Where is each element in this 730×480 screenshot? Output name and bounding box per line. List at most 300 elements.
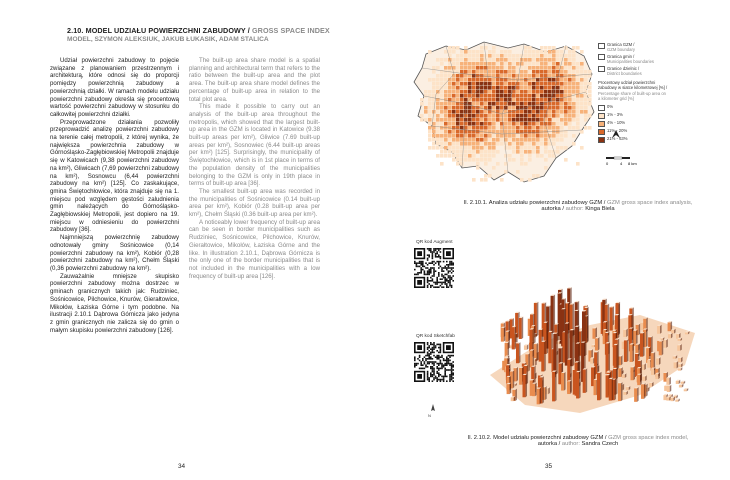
- grid-cell: [456, 138, 460, 142]
- legend-label: Granica gmin /: [607, 53, 635, 59]
- qr-module: [432, 344, 434, 346]
- grid-cell: [476, 110, 480, 114]
- grid-cell: [572, 134, 576, 138]
- grid-cell: [440, 150, 444, 154]
- grid-cell: [524, 50, 528, 54]
- grid-cell: [532, 74, 536, 78]
- qr-module: [451, 363, 453, 365]
- grid-cell: [468, 110, 472, 114]
- qr-module: [416, 364, 418, 366]
- grid-cell: [588, 98, 592, 102]
- grid-cell: [508, 118, 512, 122]
- grid-cell: [524, 110, 528, 114]
- legend-swatch: [598, 43, 605, 49]
- qr-module: [414, 366, 416, 368]
- grid-cell: [524, 150, 528, 154]
- qr-module: [433, 269, 435, 271]
- grid-cell: [448, 150, 452, 154]
- caption-author: Kinga Biela: [583, 206, 615, 212]
- grid-cell: [544, 82, 548, 86]
- grid-cell: [536, 90, 540, 94]
- qr-module: [438, 356, 440, 358]
- grid-cell: [516, 66, 520, 70]
- grid-cell: [500, 114, 504, 118]
- grid-cell: [532, 138, 536, 142]
- legend-heading: [598, 80, 668, 101]
- grid-cell: [512, 130, 516, 134]
- grid-cell: [516, 62, 520, 66]
- grid-cell: [488, 126, 492, 130]
- grid-cell: [440, 110, 444, 114]
- grid-cell: [548, 154, 552, 158]
- qr-module: [440, 348, 442, 350]
- grid-cell: [440, 126, 444, 130]
- grid-cell: [428, 118, 432, 122]
- grid-cell: [576, 102, 580, 106]
- grid-cell: [480, 54, 484, 58]
- qr-module: [427, 274, 429, 276]
- grid-cell: [548, 118, 552, 122]
- grid-cell: [544, 66, 548, 70]
- grid-cell: [568, 118, 572, 122]
- grid-cell: [464, 134, 468, 138]
- grid-cell: [496, 98, 500, 102]
- grid-cell: [536, 146, 540, 150]
- qr-module: [441, 278, 443, 280]
- qr-module: [428, 250, 430, 252]
- qr-module: [428, 361, 430, 363]
- grid-cell: [508, 106, 512, 110]
- grid-cell: [460, 90, 464, 94]
- grid-cell: [476, 58, 480, 62]
- grid-cell: [528, 122, 532, 126]
- grid-cell: [508, 154, 512, 158]
- grid-cell: [460, 74, 464, 78]
- grid-cell: [444, 118, 448, 122]
- grid-cell: [484, 126, 488, 130]
- grid-cell: [524, 146, 528, 150]
- grid-cell: [512, 138, 516, 142]
- grid-cell: [464, 62, 468, 66]
- grid-cell: [516, 126, 520, 130]
- grid-cell: [480, 78, 484, 82]
- grid-cell: [540, 138, 544, 142]
- qr-module: [428, 270, 430, 272]
- grid-cell: [576, 78, 580, 82]
- grid-cell: [456, 150, 460, 154]
- grid-cell: [516, 170, 520, 174]
- qr-module: [416, 266, 418, 268]
- grid-cell: [460, 62, 464, 66]
- grid-cell: [536, 74, 540, 78]
- grid-cell: [544, 70, 548, 74]
- qr-module: [451, 262, 453, 264]
- qr-module: [446, 345, 451, 350]
- qr-module: [428, 380, 430, 382]
- qr-module: [430, 269, 432, 271]
- grid-cell: [444, 134, 448, 138]
- grid-cell: [440, 114, 444, 118]
- qr-label-sketchfab: QR kod Sketchfab: [416, 334, 455, 339]
- grid-cell: [508, 134, 512, 138]
- grid-cell: [476, 150, 480, 154]
- grid-cell: [572, 66, 576, 70]
- grid-cell: [524, 62, 528, 66]
- qr-module: [444, 277, 446, 279]
- grid-cell: [512, 94, 516, 98]
- grid-cell: [548, 90, 552, 94]
- grid-cell: [500, 78, 504, 82]
- grid-cell: [444, 150, 448, 154]
- grid-cell: [584, 82, 588, 86]
- grid-cell: [580, 74, 584, 78]
- qr-module: [446, 269, 448, 271]
- qr-module: [443, 261, 445, 263]
- qr-module: [441, 283, 443, 285]
- grid-cell: [480, 58, 484, 62]
- qr-module: [443, 267, 445, 269]
- grid-cell: [456, 142, 460, 146]
- qr-code-augment[interactable]: [414, 248, 454, 288]
- grid-cell: [472, 66, 476, 70]
- grid-cell: [436, 122, 440, 126]
- grid-cell: [432, 138, 436, 142]
- grid-cell: [476, 122, 480, 126]
- grid-cell: [500, 106, 504, 110]
- grid-cell: [444, 146, 448, 150]
- grid-cell: [448, 82, 452, 86]
- grid-cell: [580, 78, 584, 82]
- grid-cell: [556, 118, 560, 122]
- qr-module: [430, 262, 432, 264]
- model-bar: [512, 326, 517, 350]
- grid-cell: [564, 62, 568, 66]
- qr-module: [452, 377, 454, 379]
- grid-cell: [548, 58, 552, 62]
- qr-module: [436, 380, 438, 382]
- model-bar: [681, 381, 686, 384]
- grid-cell: [540, 90, 544, 94]
- qr-module: [438, 267, 440, 269]
- qr-module: [449, 267, 451, 269]
- grid-cell: [508, 90, 512, 94]
- qr-module: [427, 363, 429, 365]
- qr-module: [441, 269, 443, 271]
- grid-cell: [540, 54, 544, 58]
- qr-module: [444, 363, 446, 365]
- qr-module: [443, 360, 445, 362]
- grid-cell: [432, 86, 436, 90]
- grid-cell: [448, 118, 452, 122]
- qr-module: [451, 371, 453, 373]
- grid-cell: [480, 98, 484, 102]
- grid-cell: [524, 90, 528, 94]
- qr-module: [424, 272, 426, 274]
- model-bar: [640, 332, 645, 357]
- qr-module: [452, 366, 454, 368]
- grid-cell: [520, 138, 524, 142]
- model-bar: [561, 372, 566, 391]
- qr-module: [435, 347, 437, 349]
- qr-module: [424, 270, 426, 272]
- grid-cell: [532, 98, 536, 102]
- grid-cell: [460, 86, 464, 90]
- qr-module: [440, 261, 442, 263]
- grid-cell: [552, 102, 556, 106]
- qr-module: [438, 347, 440, 349]
- grid-cell: [536, 122, 540, 126]
- grid-cell: [580, 94, 584, 98]
- grid-cell: [428, 126, 432, 130]
- grid-cell: [448, 146, 452, 150]
- qr-module: [449, 283, 451, 285]
- qr-code-sketchfab[interactable]: [414, 342, 454, 382]
- grid-cell: [488, 98, 492, 102]
- grid-cell: [568, 70, 572, 74]
- grid-cell: [492, 114, 496, 118]
- qr-module: [444, 371, 446, 373]
- qr-module: [430, 280, 432, 282]
- grid-cell: [528, 142, 532, 146]
- grid-cell: [528, 178, 532, 182]
- grid-cell: [568, 98, 572, 102]
- qr-module: [433, 286, 435, 288]
- qr-module: [443, 379, 445, 381]
- grid-cell: [544, 134, 548, 138]
- qr-module: [425, 267, 427, 269]
- figure-caption-2: [448, 435, 708, 447]
- grid-cell: [496, 114, 500, 118]
- grid-cell: [460, 66, 464, 70]
- grid-cell: [488, 158, 492, 162]
- grid-cell: [580, 106, 584, 110]
- grid-cell: [552, 82, 556, 86]
- grid-cell: [480, 110, 484, 114]
- grid-cell: [548, 54, 552, 58]
- grid-cell: [556, 62, 560, 66]
- qr-module: [435, 250, 437, 252]
- grid-cell: [536, 118, 540, 122]
- grid-cell: [456, 94, 460, 98]
- title-polish: MODEL UDZIAŁU POWIERZCHNI ZABUDOWY: [85, 26, 246, 35]
- qr-module: [419, 360, 421, 362]
- qr-module: [430, 374, 432, 376]
- grid-cell: [524, 130, 528, 134]
- qr-module: [433, 369, 435, 371]
- grid-cell: [576, 70, 580, 74]
- grid-cell: [560, 138, 564, 142]
- qr-module: [444, 372, 446, 374]
- qr-module: [432, 285, 434, 287]
- qr-module: [427, 254, 429, 256]
- grid-cell: [504, 94, 508, 98]
- grid-cell: [500, 70, 504, 74]
- grid-cell: [472, 150, 476, 154]
- grid-cell: [572, 82, 576, 86]
- qr-module: [430, 358, 432, 360]
- grid-cell: [448, 110, 452, 114]
- qr-module: [420, 267, 422, 269]
- grid-cell: [520, 178, 524, 182]
- grid-cell: [528, 158, 532, 162]
- model-bar: [637, 374, 642, 386]
- grid-cell: [528, 46, 532, 50]
- grid-cell: [476, 98, 480, 102]
- qr-module: [433, 264, 435, 266]
- qr-module: [443, 286, 445, 288]
- grid-cell: [568, 66, 572, 70]
- qr-module: [444, 283, 446, 285]
- qr-module: [432, 361, 434, 363]
- qr-module: [444, 364, 446, 366]
- legend-swatch: [598, 54, 605, 60]
- grid-cell: [492, 118, 496, 122]
- grid-cell: [448, 102, 452, 106]
- grid-cell: [492, 82, 496, 86]
- model-bar: [679, 384, 684, 388]
- qr-module: [451, 374, 453, 376]
- grid-cell: [432, 146, 436, 150]
- qr-module: [414, 364, 416, 366]
- grid-cell: [468, 54, 472, 58]
- grid-cell: [536, 110, 540, 114]
- qr-module: [436, 286, 438, 288]
- model-bar: [666, 377, 671, 385]
- grid-cell: [492, 146, 496, 150]
- grid-cell: [484, 94, 488, 98]
- qr-module: [448, 264, 450, 266]
- grid-cell: [568, 126, 572, 130]
- compass-icon: [425, 402, 441, 418]
- grid-cell: [580, 146, 584, 150]
- grid-cell: [440, 106, 444, 110]
- grid-cell: [480, 46, 484, 50]
- grid-cell: [420, 114, 424, 118]
- grid-cell: [548, 50, 552, 54]
- qr-module: [452, 364, 454, 366]
- grid-cell: [528, 154, 532, 158]
- qr-module: [419, 266, 421, 268]
- grid-cell: [516, 118, 520, 122]
- grid-cell: [444, 74, 448, 78]
- grid-cell: [484, 146, 488, 150]
- grid-cell: [508, 146, 512, 150]
- grid-cell: [468, 138, 472, 142]
- grid-cell: [460, 130, 464, 134]
- grid-cell: [480, 146, 484, 150]
- grid-cell: [456, 134, 460, 138]
- grid-cell: [528, 138, 532, 142]
- qr-module: [438, 264, 440, 266]
- grid-cell: [468, 154, 472, 158]
- grid-cell: [508, 138, 512, 142]
- qr-module: [438, 344, 440, 346]
- grid-cell: [444, 90, 448, 94]
- grid-cell: [572, 54, 576, 58]
- model-bar: [537, 388, 542, 405]
- qr-module: [427, 347, 429, 349]
- grid-cell: [584, 90, 588, 94]
- grid-cell: [440, 78, 444, 82]
- grid-cell: [584, 98, 588, 102]
- grid-cell: [492, 66, 496, 70]
- grid-cell: [544, 106, 548, 110]
- grid-cell: [532, 142, 536, 146]
- grid-cell: [504, 102, 508, 106]
- qr-module: [427, 344, 429, 346]
- grid-cell: [560, 70, 564, 74]
- grid-cell: [428, 50, 432, 54]
- grid-cell: [556, 94, 560, 98]
- grid-cell: [500, 94, 504, 98]
- qr-module: [443, 377, 445, 379]
- grid-cell: [428, 78, 432, 82]
- qr-module: [430, 372, 432, 374]
- qr-module: [449, 377, 451, 379]
- grid-cell: [516, 82, 520, 86]
- qr-module: [436, 253, 438, 255]
- qr-module: [428, 347, 430, 349]
- legend-class: [598, 112, 668, 119]
- grid-cell: [432, 66, 436, 70]
- grid-cell: [552, 70, 556, 74]
- qr-module: [433, 274, 435, 276]
- grid-cell: [552, 62, 556, 66]
- grid-cell: [424, 90, 428, 94]
- grid-cell: [472, 178, 476, 182]
- qr-module: [433, 374, 435, 376]
- grid-cell: [548, 62, 552, 66]
- qr-module: [441, 364, 443, 366]
- grid-cell: [532, 58, 536, 62]
- qr-module: [438, 364, 440, 366]
- grid-cell: [532, 70, 536, 74]
- grid-cell: [556, 138, 560, 142]
- grid-cell: [508, 114, 512, 118]
- grid-cell: [528, 50, 532, 54]
- qr-module: [438, 275, 440, 277]
- grid-cell: [560, 50, 564, 54]
- grid-cell: [556, 58, 560, 62]
- grid-cell: [500, 102, 504, 106]
- grid-cell: [548, 46, 552, 50]
- grid-cell: [528, 126, 532, 130]
- qr-module: [440, 361, 442, 363]
- qr-module: [427, 371, 429, 373]
- grid-cell: [480, 158, 484, 162]
- grid-cell: [516, 94, 520, 98]
- grid-cell: [536, 50, 540, 54]
- grid-cell: [460, 54, 464, 58]
- grid-cell: [432, 130, 436, 134]
- grid-cell: [512, 142, 516, 146]
- grid-cell: [552, 142, 556, 146]
- grid-cell: [512, 98, 516, 102]
- grid-cell: [460, 110, 464, 114]
- grid-cell: [584, 106, 588, 110]
- qr-module: [430, 277, 432, 279]
- qr-module: [430, 270, 432, 272]
- qr-module: [440, 352, 442, 354]
- grid-cell: [520, 98, 524, 102]
- caption-en: GZM gross space index model,: [606, 435, 689, 441]
- grid-cell: [524, 142, 528, 146]
- paragraph: The built-up area share model is a spatial planning and architectural term that refers to the ratio between the built-up area and the plot area. The built-up area share model defines the percentage of built-up area in relation to the total plot area.: [189, 57, 320, 103]
- legend-heading-en: Percentage share of built-up area on a kilometer grid [%]: [598, 90, 666, 101]
- grid-cell: [560, 58, 564, 62]
- grid-cell: [428, 114, 432, 118]
- grid-cell: [540, 50, 544, 54]
